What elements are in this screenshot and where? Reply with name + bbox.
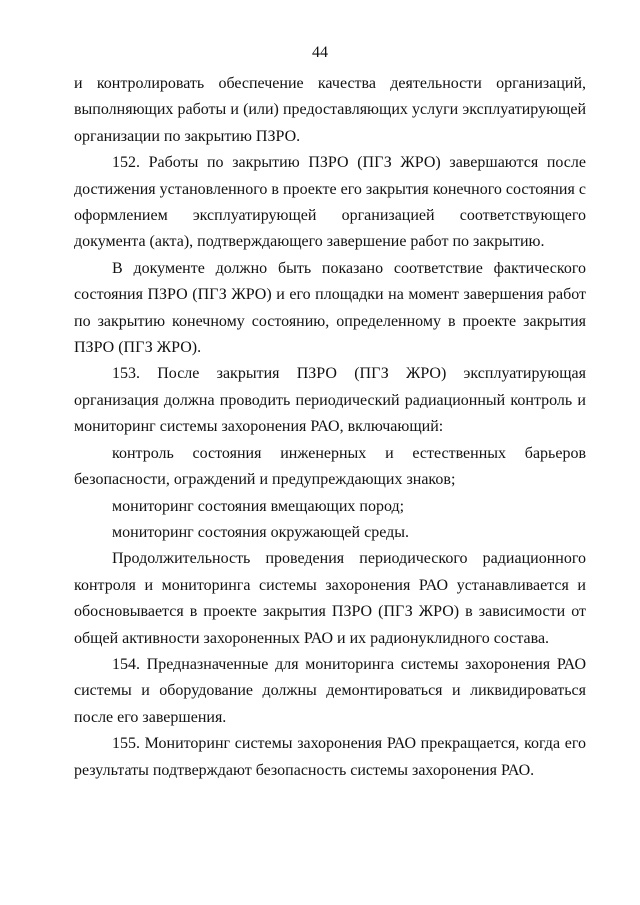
document-body [74, 71, 586, 784]
paragraph-continuation: и контролировать обеспечение качества деятельности организаций, выполняющих работы и (или) предоставляющих услуги эксплуатирующей организации по закрытию ПЗРО. [74, 75, 586, 145]
paragraph-153: 153. После закрытия ПЗРО (ПГЗ ЖРО) эксплуатирующая организация должна проводить периодический радиационный контроль и мониторинг системы захоронения РАО, включающий: [74, 365, 586, 436]
paragraph-155: 155. Мониторинг системы захоронения РАО прекращается, когда его результаты подтверждают безопасность системы захоронения РАО. [74, 735, 586, 779]
paragraph-154: 154. Предназначенные для мониторинга системы захоронения РАО системы и оборудование должны демонтироваться и ликвидироваться после его завершения. [74, 655, 586, 726]
paragraph-duration: Продолжительность проведения периодического радиационного контроля и мониторинга системы захоронения РАО устанавливается и обосновывается в проекте закрытия ПЗРО (ПГЗ ЖРО) в зависимости от общей активности захороненных РАО и их радионуклидного состава. [74, 550, 586, 647]
list-item-barriers: контроль состояния инженерных и естественных барьеров безопасности, ограждений и предупреждающих знаков; [74, 444, 586, 489]
paragraph-document-requirement: В документе должно быть показано соответствие фактического состояния ПЗРО (ПГЗ ЖРО) и его площадки на момент завершения работ по закрытию конечному состоянию, определенному в проекте закрытия ПЗРО (ПГЗ ЖРО). [74, 259, 586, 357]
list-item-rocks: мониторинг состояния вмещающих пород; [112, 497, 405, 515]
page-number: 44 [312, 44, 328, 61]
paragraph-152: 152. Работы по закрытию ПЗРО (ПГЗ ЖРО) завершаются после достижения установленного в проекте его закрытия конечного состояния с оформлением эксплуатирующей организацией соответствующего документа (акта), подтверждающего завершение работ по закрытию. [74, 154, 586, 251]
list-item-environment: мониторинг состояния окружающей среды. [112, 523, 409, 541]
